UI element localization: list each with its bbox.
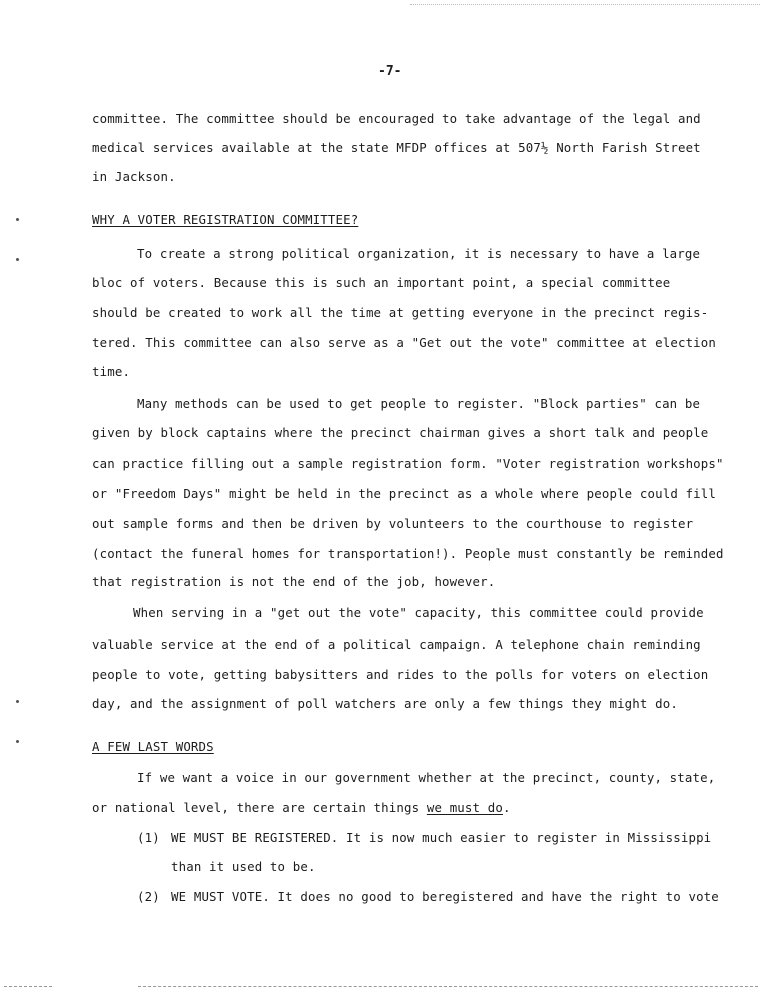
top-dotted-edge (410, 4, 760, 5)
margin-mark (16, 218, 19, 221)
section-heading-voter-registration: WHY A VOTER REGISTRATION COMMITTEE? (92, 212, 359, 227)
body-line: people to vote, getting babysitters and rides to the polls for voters on election (92, 667, 709, 682)
body-line: or national level, there are certain things we must do. (92, 800, 511, 815)
body-line: day, and the assignment of poll watchers are only a few things they might do. (92, 696, 678, 711)
body-line: valuable service at the end of a political campaign. A telephone chain reminding (92, 637, 701, 652)
body-line: committee. The committee should be encouraged to take advantage of the legal and (92, 111, 701, 126)
body-line: Many methods can be used to get people to register. "Block parties" can be (137, 396, 701, 411)
body-line: If we want a voice in our government whether at the precinct, county, state, (137, 770, 716, 785)
list-item-text: WE MUST BE REGISTERED. It is now much easier to register in Mississippi (171, 830, 712, 845)
emphasized-phrase: we must do (426, 800, 503, 815)
list-item-number: (1) (137, 830, 160, 845)
bottom-edge-rule (4, 986, 52, 987)
list-item-number: (2) (137, 889, 160, 904)
body-line: can practice filling out a sample registration form. "Voter registration workshops" (92, 456, 724, 471)
body-line: time. (92, 364, 131, 379)
body-line: (contact the funeral homes for transportation!). People must constantly be reminded (92, 546, 724, 561)
body-line: that registration is not the end of the job, however. (92, 574, 496, 589)
body-line: should be created to work all the time at getting everyone in the precinct regis- (92, 305, 709, 320)
body-line: tered. This committee can also serve as a "Get out the vote" committee at election (92, 335, 717, 350)
page-number: -7- (378, 64, 402, 79)
body-line: out sample forms and then be driven by volunteers to the courthouse to register (92, 516, 694, 531)
body-line: or "Freedom Days" might be held in the precinct as a whole where people could fill (92, 486, 717, 501)
body-line-text: or national level, there are certain things (92, 800, 420, 815)
margin-mark (16, 700, 19, 703)
body-line: given by block captains where the precinct chairman gives a short talk and people (92, 425, 709, 440)
margin-mark (16, 740, 19, 743)
body-line: When serving in a "get out the vote" capacity, this committee could provide (133, 605, 704, 620)
body-line: medical services available at the state MFDP offices at 507½ North Farish Street (92, 140, 701, 155)
body-line: in Jackson. (92, 169, 176, 184)
margin-mark (16, 258, 19, 261)
bottom-edge-rule (138, 986, 758, 987)
body-line: To create a strong political organization, it is necessary to have a large (137, 246, 701, 261)
body-line: bloc of voters. Because this is such an important point, a special committee (92, 275, 671, 290)
list-item-text: WE MUST VOTE. It does no good to beregistered and have the right to vote (171, 889, 719, 904)
list-item-continuation: than it used to be. (171, 859, 316, 874)
section-heading-last-words: A FEW LAST WORDS (92, 739, 214, 754)
